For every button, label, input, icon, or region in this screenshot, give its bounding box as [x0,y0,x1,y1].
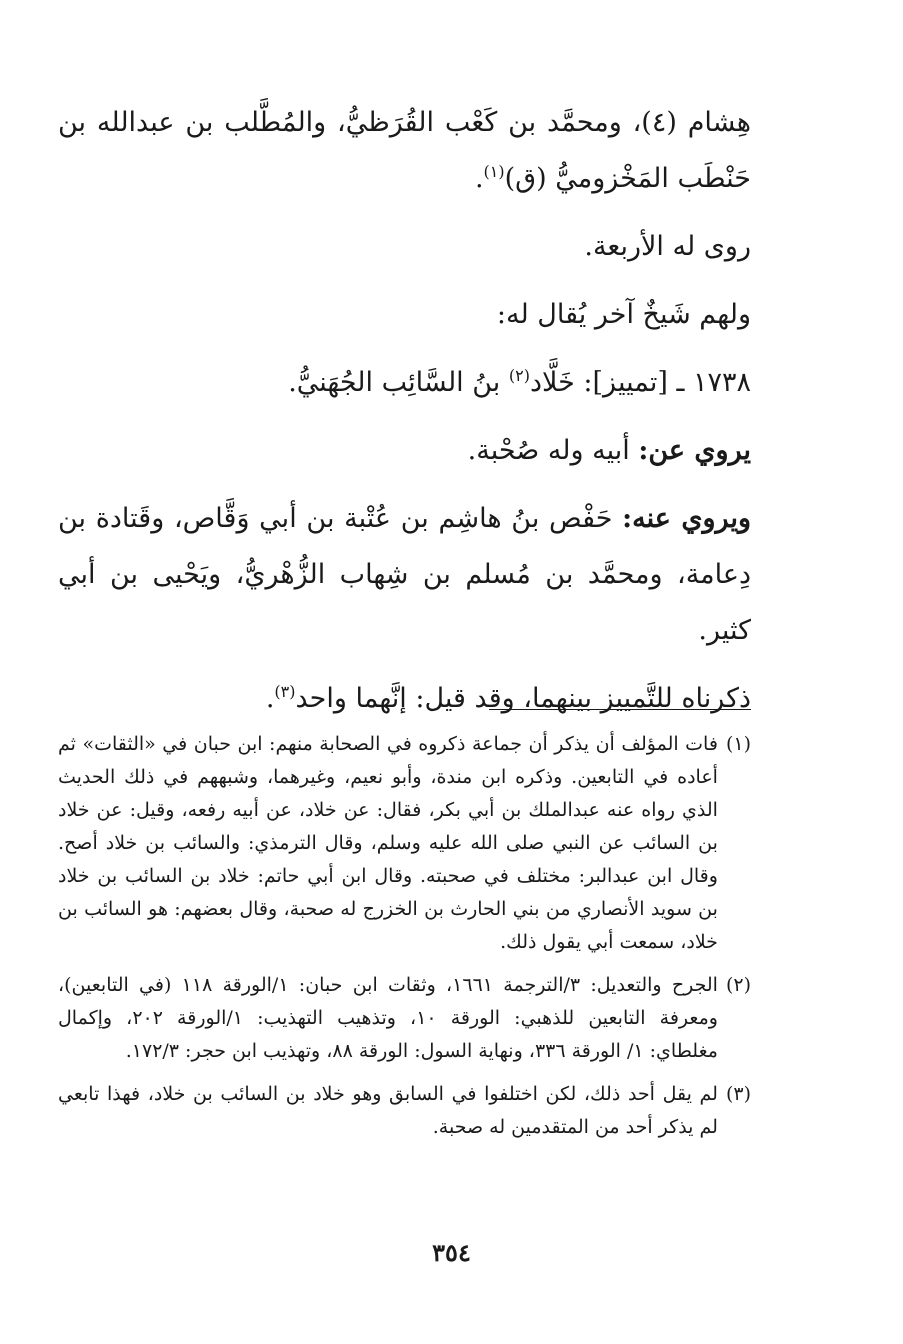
page-number: ٣٥٤ [432,1238,471,1267]
paragraph-2: روى له الأربعة. [584,231,751,262]
narrated-by-label: ويروي عنه: [622,503,751,534]
footnote-text: لم يقل أحد ذلك، لكن اختلفوا في السابق وهو خلاد بن السائب بن خلاد، فهذا تابعي لم يذكر أحد من المتقدمين له صحبة. [58,1083,718,1138]
footnote-ref-3: (٣) [274,682,296,701]
narrates-from-label: يروي عن: [638,435,751,466]
footnote-3 [58,1078,751,1144]
narrated-by: ويروي عنه: حَفْص بنُ هاشِم بن عُتْبة بن أبي وَقَّاص، وقَتادة بن دِعامة، ومحمَّد بن مُسلم بن شِهاب الزُّهْريُّ، ويَحْيى بن أبي كثير. [58,503,751,646]
footnote-number: (١) [725,733,751,755]
footnote-1 [58,728,751,959]
footnotes [58,728,751,1154]
narrates-from: يروي عن: أبيه وله صُحْبة. [467,435,751,466]
footnote-ref-1: (١) [483,162,505,181]
paragraph-1: هِشام (٤)، ومحمَّد بن كَعْب القُرَظيُّ، والمُطَّلب بن عبدالله بن حَنْطَب المَخْزوميُّ (ق)$^{(١)}$. [58,107,751,194]
footnote-2 [58,969,751,1068]
footnote-separator [489,709,751,710]
footnote-number: (٢) [725,974,751,996]
footnote-number: (٣) [725,1083,751,1105]
main-text [58,95,751,727]
footnote-text: الجرح والتعديل: ٣/الترجمة ١٦٦١، وثقات ابن حبان: ١/الورقة ١١٨ (في التابعين)، ومعرفة التابعين للذهبي: الورقة ١٠، وتذهيب التهذيب: ١/الورقة ٢٠٢، وإكمال مغلطاي: ١/ الورقة ٣٣٦، ونهاية السول: الورقة ٨٨، وتهذيب ابن حجر: ١٧٢/٣. [58,974,718,1062]
footnote-text: فات المؤلف أن يذكر أن جماعة ذكروه في الصحابة منهم: ابن حبان في «الثقات» ثم أعاده في التابعين. وذكره ابن مندة، وأبو نعيم، وغيرهما، وشبههم في ذلك الحديث الذي رواه عنه عبدالملك بن أبي بكر، فقال: عن خلاد، عن أبيه رفعه، وقيل: عن خلاد بن السائب عن النبي صلى الله عليه وسلم، وقال الترمذي: والسائب بن خلاد أصح. وقال ابن عبدالبر: مختلف في صحبته. وقال ابن أبي حاتم: خلاد بن السائب بن خلاد بن سويد الأنصاري من بني الحارث بن الخزرج له صحبة، وقال بعضهم: هو السائب بن خلاد، سمعت أبي يقول ذلك. [58,733,718,953]
footnote-ref-2: (٢) [508,366,531,385]
entry-heading: ١٧٣٨ ـ [تمييز]: خَلَّاد$^{(٢)}$ بنُ السَّائِب الجُهَنيُّ. [288,366,751,398]
paragraph-7: ذكرناه للتَّمييز بينهما، وقد قيل: إنَّهما واحد$^{(٣)}$. [265,682,751,714]
paragraph-3: ولهم شَيخٌ آخر يُقال له: [496,299,751,330]
